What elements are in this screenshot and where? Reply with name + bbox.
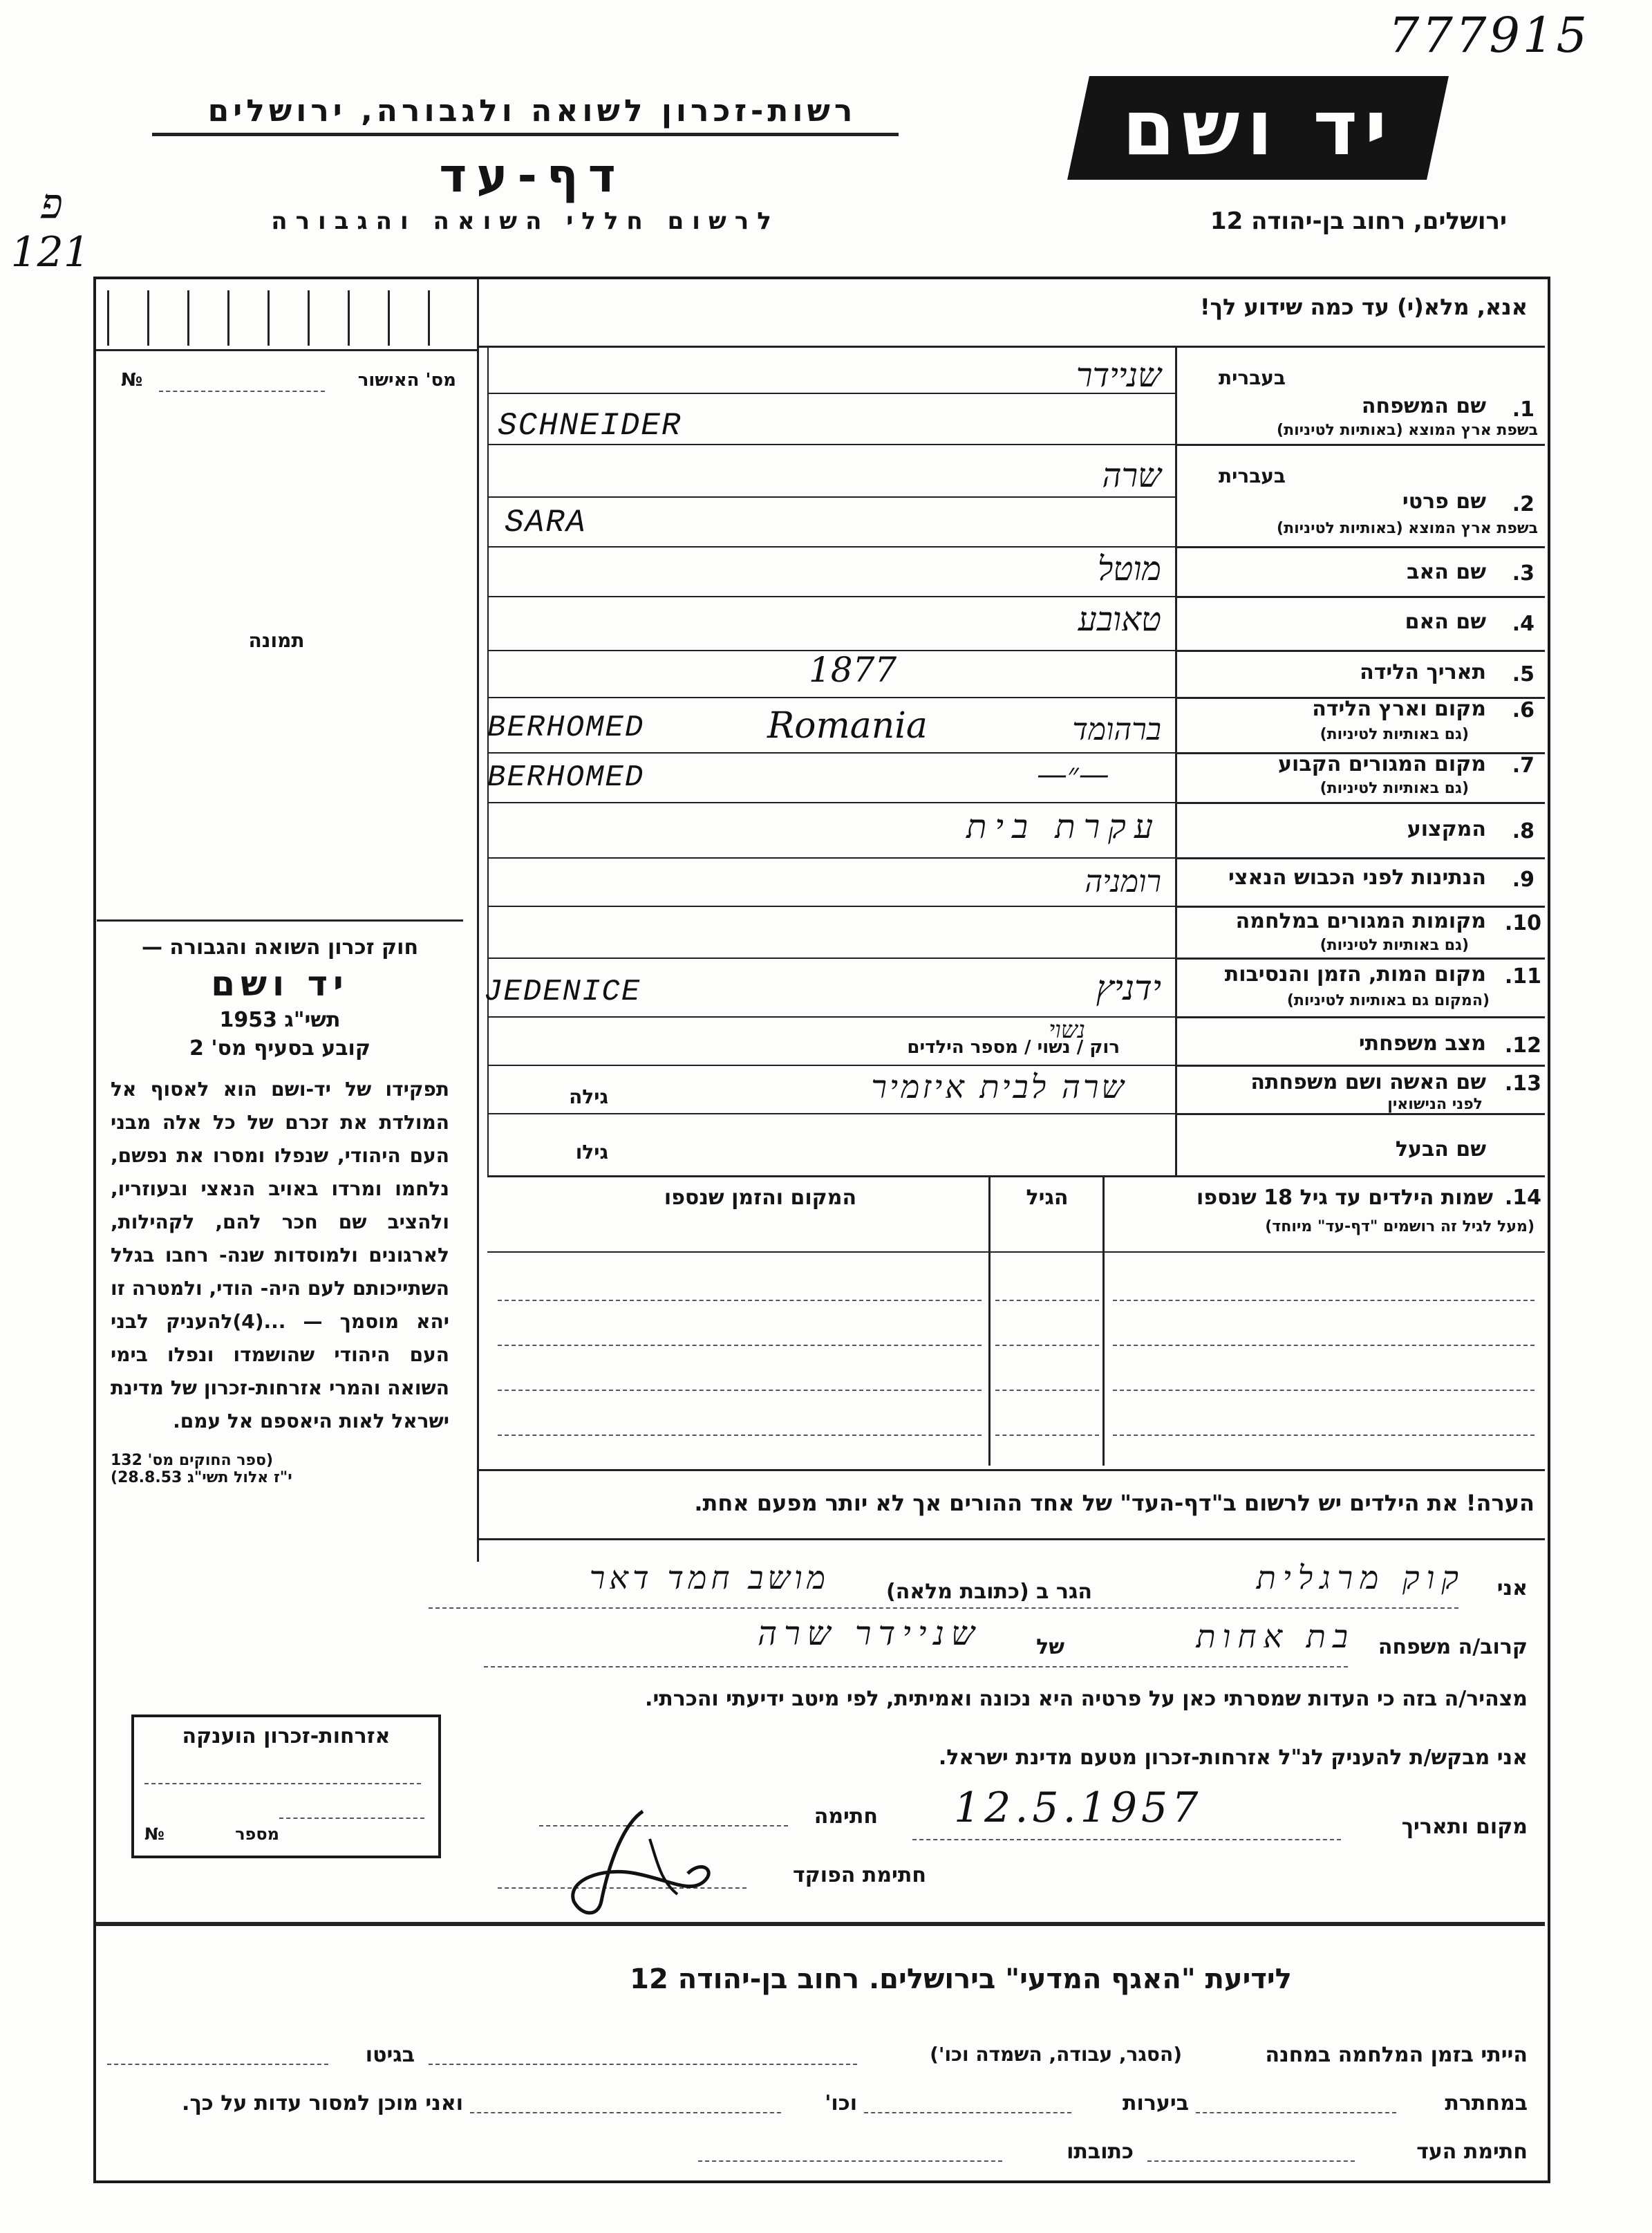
logo-text: יד ושם — [1122, 84, 1394, 172]
field-9-label: הנתינות לפני הכבוש הנאצי — [1228, 866, 1486, 890]
field-8-label: המקצוע — [1407, 817, 1486, 841]
field-9-value-he[interactable]: רומניה — [1085, 864, 1161, 899]
field-1-heb-tag: בעברית — [1218, 366, 1286, 389]
field-1-num: 1. — [1512, 398, 1534, 422]
field-5-label: תאריך הלידה — [1360, 660, 1486, 684]
decl-resides-label: הגר ב (כתובת מלאה) — [885, 1580, 1092, 1604]
field-5-num: 5. — [1512, 662, 1534, 686]
field-11-sub: (המקום גם באותיות לטיניות) — [1286, 992, 1490, 1009]
field-4-num: 4. — [1512, 612, 1534, 636]
field-6-value-he[interactable]: ברהומד — [1072, 712, 1161, 747]
field-6-sub: (גם באותיות לטיניות) — [1320, 726, 1469, 743]
field-4-value-he[interactable]: טאובע — [1078, 600, 1161, 639]
field-3-value-he[interactable]: מוטל — [1097, 550, 1161, 588]
children-note: הערה! את הילדים יש לרשום ב"דף-העד" של אחד ההורים אך לא יותר מפעם אחת. — [694, 1490, 1534, 1516]
cert-label: מס' האישור — [357, 370, 456, 391]
law-text: תפקידו של יד-ושם הוא לאסוף אל המולדת את זכרם של כל אלה מבני העם היהודי, שנפלו ומסרו את נפשם, נלחמו ומרדו באויב הנאצי ובעוזריו, ולהציב שם חכר להם, לקהילות, לארגונים ולמוסדות שנה- רחבו בגלל השתייכותם לעם היה- הודי, ולמטרה זו יהא מוסמך — ...(4)להעניק לבני העם היהודי שהושמדו ונפלו בימי השואה והמרי אזרחות-זכרון של מדינת ישראל לאות היאספם אל עמם. — [111, 1078, 450, 1432]
field-10-label: מקומות המגורים במלחמה — [1235, 909, 1486, 933]
citizenship-no: № — [144, 1824, 165, 1844]
field-1-label: שם המשפחה — [1361, 394, 1486, 418]
field-10-num: 10. — [1504, 911, 1541, 935]
field-7-value-he[interactable]: —״— — [1037, 757, 1109, 792]
header-address: ירושלים, רחוב בן-יהודה 12 — [1210, 207, 1507, 235]
field-2-num: 2. — [1512, 492, 1534, 516]
children-sub: (מעל לגיל זה רושמים "דף-עד" מיוחד) — [1265, 1218, 1534, 1235]
field-11-value-lat[interactable]: JEDENICE — [484, 975, 641, 1009]
field-1-value-lat[interactable]: SCHNEIDER — [498, 408, 682, 444]
field-13-label: שם האשה ושם משפחתה — [1250, 1070, 1486, 1094]
citizenship-number-label: מספר — [235, 1824, 279, 1844]
children-col-age: הגיל — [1026, 1186, 1069, 1210]
intro-text: אנא, מלא(י) עד כמה שידוע לך! — [1199, 294, 1528, 320]
field-12-value[interactable]: נשוי — [1049, 1016, 1085, 1044]
header-authority: רשות-זכרון לשואה ולגבורה, ירושלים — [207, 93, 857, 129]
field-8-num: 8. — [1512, 819, 1534, 843]
law-source-2: י"ז אלול תשי"ג 28.8.53) — [111, 1469, 292, 1486]
field-6-value-lat2[interactable]: Romania — [767, 705, 928, 747]
field-5-value[interactable]: 1877 — [809, 650, 897, 690]
citizenship-title: אזרחות-זכרון הוענקה — [182, 1724, 391, 1748]
law-clause: קובע בסעיף מס' 2 — [189, 1036, 370, 1061]
decl-request: אני מבקש/ת להעניק לנ"ל אזרחות-זכרון מטעם מדינת ישראל. — [938, 1746, 1528, 1770]
children-label: שמות הילדים עד גיל 18 שנספו — [1196, 1186, 1493, 1210]
field-2-value-he[interactable]: שרה — [1102, 456, 1161, 495]
field-6-label: מקום וארץ הלידה — [1312, 697, 1486, 721]
decl-relative-label: קרוב/ה משפחה — [1378, 1635, 1528, 1659]
field-2-label: שם פרטי — [1402, 489, 1486, 514]
decl-place-date-label: מקום ותאריך — [1401, 1815, 1528, 1839]
field-13-value-he[interactable]: שרה לבית איזמיר — [871, 1068, 1127, 1105]
cert-no: № — [121, 370, 143, 391]
children-col-place: המקום והזמן שנספו — [664, 1186, 857, 1210]
footer-ghetto: בגיטו — [365, 2043, 415, 2067]
file-number: 777915 — [1388, 7, 1590, 64]
field-2-value-lat[interactable]: SARA — [505, 505, 587, 541]
margin-note: פ 121 — [10, 180, 90, 277]
footer-camp: הייתי בזמן המלחמה במחנה — [1265, 2043, 1528, 2067]
header-authority-underline — [152, 133, 899, 136]
footer-heading: לידיעת "האגף המדעי" בירושלים. רחוב בן-יהודה 12 — [630, 1963, 1292, 1995]
children-num: 14. — [1504, 1186, 1541, 1210]
field-13-age-label: גילה — [569, 1085, 608, 1108]
field-12-num: 12. — [1504, 1034, 1541, 1058]
law-box — [97, 919, 463, 1559]
signature-scribble — [539, 1797, 747, 1922]
field-10-sub: (גם באותיות לטיניות) — [1320, 937, 1469, 954]
footer-willing: ואני מוכן למסור עדות על כך. — [182, 2091, 463, 2115]
field-7-sub: (גם באותיות לטיניות) — [1320, 780, 1469, 797]
law-name: יד ושם — [211, 964, 349, 1004]
field-4-label: שם האם — [1405, 610, 1486, 634]
field-husband-age-label: גילו — [575, 1141, 608, 1164]
field-12-hint: רוק / נשוי / מספר הילדים — [907, 1037, 1120, 1058]
decl-of-value[interactable]: שניידר שרה — [757, 1614, 982, 1653]
form-title: דף-עד — [439, 149, 626, 203]
decl-i-label: אני — [1496, 1576, 1528, 1600]
field-13-sub: לפני הנישואין — [1387, 1096, 1483, 1113]
field-1-value-he[interactable]: שניידר — [1076, 356, 1161, 395]
decl-resides-value[interactable]: מושב חמד דאר — [589, 1559, 829, 1596]
form-subtitle: לרשום חללי השואה והגבורה — [271, 207, 780, 235]
law-year: תשי"ג 1953 — [219, 1008, 341, 1032]
field-13-num: 13. — [1504, 1072, 1541, 1096]
field-3-num: 3. — [1512, 561, 1534, 586]
field-2-sub: בשפת ארץ המוצא (באותיות לטיניות) — [1277, 520, 1538, 537]
footer-underground: במחתרת — [1445, 2091, 1528, 2115]
decl-relation-value[interactable]: בת אחות — [1196, 1618, 1355, 1655]
law-source-1: (ספר החוקים מס' 132 — [111, 1452, 274, 1469]
field-husband-label: שם הבעל — [1395, 1137, 1486, 1161]
field-7-label: מקום המגורים הקבוע — [1278, 752, 1486, 776]
field-11-value-he[interactable]: ידניץ — [1096, 968, 1161, 1008]
field-6-value-lat[interactable]: BERHOMED — [487, 711, 645, 745]
cert-tally-box — [107, 290, 467, 346]
field-6-num: 6. — [1512, 698, 1534, 722]
decl-statement: מצהיר/ה בזה כי העדות שמסרתי כאן על פרטיה היא נכונה ואמיתית, לפי מיטב ידיעתי והכרתי. — [645, 1687, 1528, 1711]
footer-etc: וכו' — [825, 2091, 857, 2115]
field-9-num: 9. — [1512, 868, 1534, 892]
citizenship-box — [131, 1715, 441, 1858]
decl-date-value[interactable]: 12.5.1957 — [954, 1784, 1203, 1832]
footer-witness-signature: חתימת העד — [1416, 2140, 1528, 2164]
law-title: חוק זכרון השואה והגבורה — — [141, 935, 419, 960]
field-12-label: מצב משפחתי — [1358, 1031, 1486, 1056]
field-11-label: מקום המות, הזמן והנסיבות — [1224, 962, 1486, 987]
decl-officer-label: חתימת הפוקד — [793, 1863, 926, 1887]
field-2-heb-tag: בעברית — [1218, 465, 1286, 487]
decl-i-value[interactable]: קוק מרגלית — [1256, 1559, 1465, 1596]
decl-signature-label: חתימה — [814, 1804, 878, 1829]
photo-label: תמונה — [248, 629, 305, 652]
field-7-value-lat[interactable]: BERHOMED — [487, 760, 645, 795]
field-3-label: שם האב — [1407, 560, 1486, 584]
decl-of-label: של — [1036, 1635, 1064, 1659]
field-11-num: 11. — [1504, 964, 1541, 989]
yad-vashem-logo — [1067, 76, 1449, 180]
footer-forests: ביערות — [1123, 2091, 1189, 2115]
field-7-num: 7. — [1512, 754, 1534, 778]
field-1-sub: בשפת ארץ המוצא (באותיות לטיניות) — [1277, 422, 1538, 439]
footer-camp-hint: (הסגר, עבודה, השמדה וכו') — [930, 2043, 1182, 2066]
footer-address: כתובתו — [1067, 2140, 1134, 2164]
field-8-value-he[interactable]: עקרת בית — [966, 807, 1161, 846]
